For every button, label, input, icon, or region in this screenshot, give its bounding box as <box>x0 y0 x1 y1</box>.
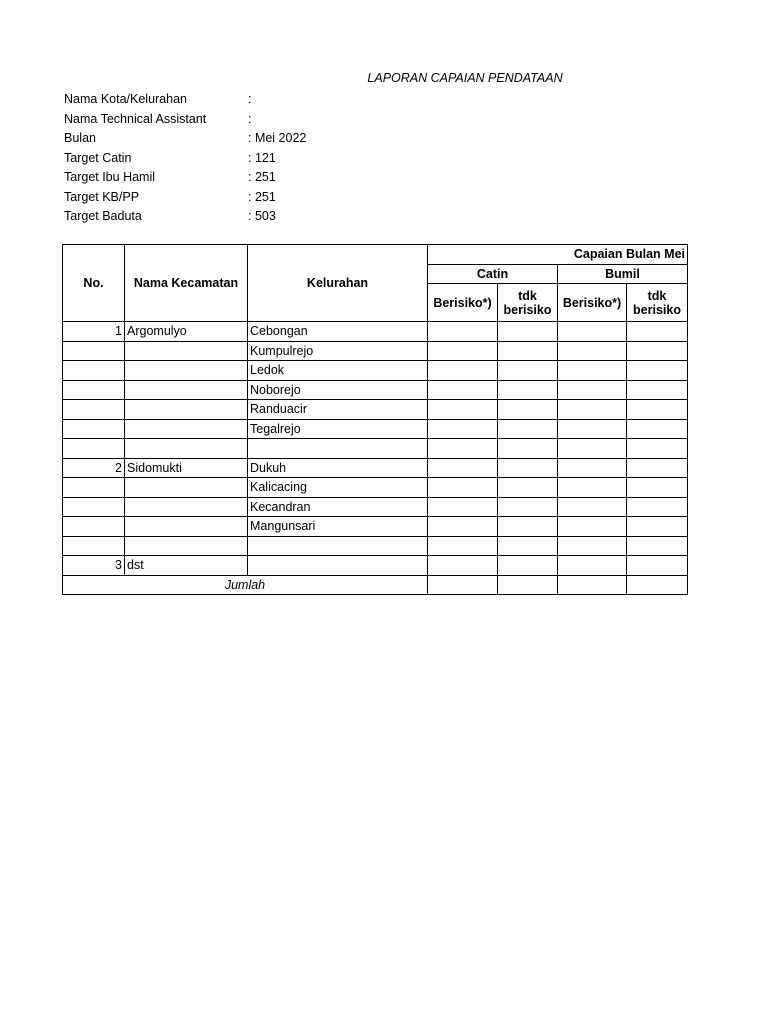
info-row-target-baduta <box>64 207 306 227</box>
cell-no <box>63 380 125 400</box>
cell-kecamatan <box>125 400 248 420</box>
cell-bumil-tdk-berisiko <box>627 419 688 439</box>
cell-bumil-berisiko <box>558 361 627 381</box>
cell-kelurahan: Cebongan <box>248 322 428 342</box>
cell-kelurahan: Randuacir <box>248 400 428 420</box>
total-cell <box>558 575 627 595</box>
header-row-1 <box>63 245 688 265</box>
table-row <box>63 322 688 342</box>
header-tdk-line1: tdk <box>518 288 537 303</box>
info-value: : <box>248 111 252 126</box>
table-row <box>63 517 688 537</box>
report-info-block <box>64 90 306 227</box>
cell-kelurahan: Ledok <box>248 361 428 381</box>
cell-no: 2 <box>63 458 125 478</box>
total-cell <box>498 575 558 595</box>
cell-bumil-berisiko <box>558 478 627 498</box>
table-row <box>63 536 688 556</box>
header-no: No. <box>63 245 125 322</box>
cell-bumil-tdk-berisiko <box>627 478 688 498</box>
cell-catin-tdk-berisiko <box>498 400 558 420</box>
info-label: Nama Kota/Kelurahan <box>64 92 187 106</box>
cell-bumil-tdk-berisiko <box>627 439 688 459</box>
total-label: Jumlah <box>63 575 428 595</box>
info-row-kota <box>64 90 306 110</box>
cell-no <box>63 497 125 517</box>
cell-bumil-tdk-berisiko <box>627 536 688 556</box>
cell-bumil-berisiko <box>558 322 627 342</box>
total-cell <box>627 575 688 595</box>
cell-kelurahan: Kalicacing <box>248 478 428 498</box>
table-row <box>63 556 688 576</box>
cell-bumil-berisiko <box>558 497 627 517</box>
info-value: : Mei 2022 <box>248 131 307 145</box>
cell-kelurahan: Mangunsari <box>248 517 428 537</box>
cell-bumil-berisiko <box>558 556 627 576</box>
cell-catin-tdk-berisiko <box>498 536 558 556</box>
table-row <box>63 341 688 361</box>
cell-catin-tdk-berisiko <box>498 497 558 517</box>
cell-bumil-tdk-berisiko <box>627 497 688 517</box>
table-row <box>63 458 688 478</box>
cell-no <box>63 400 125 420</box>
cell-no <box>63 536 125 556</box>
cell-bumil-tdk-berisiko <box>627 458 688 478</box>
cell-bumil-berisiko <box>558 517 627 537</box>
info-row-target-catin <box>64 149 306 169</box>
header-tdk-line1: tdk <box>647 288 667 303</box>
cell-kecamatan <box>125 536 248 556</box>
cell-kecamatan: Sidomukti <box>125 458 248 478</box>
cell-bumil-berisiko <box>558 458 627 478</box>
table-row <box>63 361 688 381</box>
cell-no <box>63 361 125 381</box>
cell-kelurahan: Dukuh <box>248 458 428 478</box>
cell-catin-berisiko <box>428 556 498 576</box>
report-table <box>62 244 688 595</box>
cell-kecamatan: dst <box>125 556 248 576</box>
header-tdk-line2: berisiko <box>633 302 681 317</box>
cell-catin-tdk-berisiko <box>498 380 558 400</box>
cell-catin-tdk-berisiko <box>498 556 558 576</box>
cell-catin-berisiko <box>428 458 498 478</box>
cell-kecamatan <box>125 419 248 439</box>
cell-catin-berisiko <box>428 419 498 439</box>
info-value: : 251 <box>248 170 276 184</box>
info-label: Bulan <box>64 131 96 145</box>
info-label: Target Baduta <box>64 209 142 223</box>
cell-no <box>63 439 125 459</box>
header-kecamatan: Nama Kecamatan <box>125 245 248 322</box>
cell-catin-tdk-berisiko <box>498 517 558 537</box>
table-row <box>63 419 688 439</box>
cell-bumil-berisiko <box>558 536 627 556</box>
header-catin-tdk-berisiko <box>498 284 558 322</box>
cell-bumil-berisiko <box>558 439 627 459</box>
cell-bumil-berisiko <box>558 341 627 361</box>
cell-kelurahan: Kecandran <box>248 497 428 517</box>
total-row <box>63 575 688 595</box>
cell-no <box>63 478 125 498</box>
cell-kelurahan: Kumpulrejo <box>248 341 428 361</box>
cell-catin-berisiko <box>428 322 498 342</box>
cell-no <box>63 341 125 361</box>
table-row <box>63 400 688 420</box>
info-value: : <box>248 92 252 106</box>
cell-catin-tdk-berisiko <box>498 361 558 381</box>
cell-catin-berisiko <box>428 361 498 381</box>
info-label: Target Ibu Hamil <box>64 170 156 184</box>
cell-kecamatan <box>125 380 248 400</box>
cell-bumil-tdk-berisiko <box>627 517 688 537</box>
cell-catin-berisiko <box>428 380 498 400</box>
cell-bumil-tdk-berisiko <box>627 322 688 342</box>
cell-no <box>63 419 125 439</box>
cell-catin-berisiko <box>428 478 498 498</box>
header-kelurahan: Kelurahan <box>248 245 428 322</box>
cell-bumil-berisiko <box>558 419 627 439</box>
header-catin: Catin <box>428 264 558 284</box>
info-label: Nama Technical Assistant <box>64 111 207 126</box>
cell-no <box>63 517 125 537</box>
cell-catin-tdk-berisiko <box>498 439 558 459</box>
table-row <box>63 497 688 517</box>
info-row-target-kb-pp <box>64 188 306 208</box>
header-bumil: Bumil <box>558 264 688 284</box>
cell-catin-berisiko <box>428 400 498 420</box>
table-row <box>63 380 688 400</box>
cell-catin-berisiko <box>428 536 498 556</box>
cell-catin-berisiko <box>428 497 498 517</box>
table-row <box>63 478 688 498</box>
cell-kecamatan: Argomulyo <box>125 322 248 342</box>
cell-catin-berisiko <box>428 517 498 537</box>
cell-kelurahan <box>248 536 428 556</box>
cell-kecamatan <box>125 497 248 517</box>
cell-kecamatan <box>125 361 248 381</box>
report-title: LAPORAN CAPAIAN PENDATAAN <box>367 71 563 85</box>
info-label: Target KB/PP <box>64 189 140 204</box>
cell-bumil-tdk-berisiko <box>627 380 688 400</box>
cell-kecamatan <box>125 517 248 537</box>
cell-catin-berisiko <box>428 439 498 459</box>
info-value: : 503 <box>248 209 276 223</box>
cell-kelurahan: Noborejo <box>248 380 428 400</box>
info-value: : 251 <box>248 189 276 204</box>
cell-no: 3 <box>63 556 125 576</box>
cell-catin-tdk-berisiko <box>498 419 558 439</box>
cell-bumil-tdk-berisiko <box>627 400 688 420</box>
cell-kecamatan <box>125 478 248 498</box>
info-row-technical-assistant <box>64 110 306 130</box>
header-tdk-line2: berisiko <box>503 302 552 317</box>
info-row-target-ibu-hamil <box>64 168 306 188</box>
cell-bumil-tdk-berisiko <box>627 361 688 381</box>
cell-kelurahan <box>248 439 428 459</box>
header-capaian: Capaian Bulan Mei <box>428 245 688 265</box>
cell-kecamatan <box>125 439 248 459</box>
cell-bumil-berisiko <box>558 380 627 400</box>
cell-kecamatan <box>125 341 248 361</box>
cell-catin-tdk-berisiko <box>498 322 558 342</box>
cell-catin-tdk-berisiko <box>498 341 558 361</box>
cell-bumil-berisiko <box>558 400 627 420</box>
table-row <box>63 439 688 459</box>
cell-no: 1 <box>63 322 125 342</box>
info-value: : 121 <box>248 150 276 165</box>
cell-kelurahan: Tegalrejo <box>248 419 428 439</box>
cell-bumil-tdk-berisiko <box>627 341 688 361</box>
total-cell <box>428 575 498 595</box>
cell-catin-tdk-berisiko <box>498 478 558 498</box>
cell-catin-tdk-berisiko <box>498 458 558 478</box>
cell-bumil-tdk-berisiko <box>627 556 688 576</box>
info-row-bulan <box>64 129 306 149</box>
cell-catin-berisiko <box>428 341 498 361</box>
cell-kelurahan <box>248 556 428 576</box>
header-catin-berisiko: Berisiko*) <box>428 284 498 322</box>
info-label: Target Catin <box>64 150 132 165</box>
header-bumil-berisiko: Berisiko*) <box>558 284 627 322</box>
header-bumil-tdk-berisiko <box>627 284 688 322</box>
